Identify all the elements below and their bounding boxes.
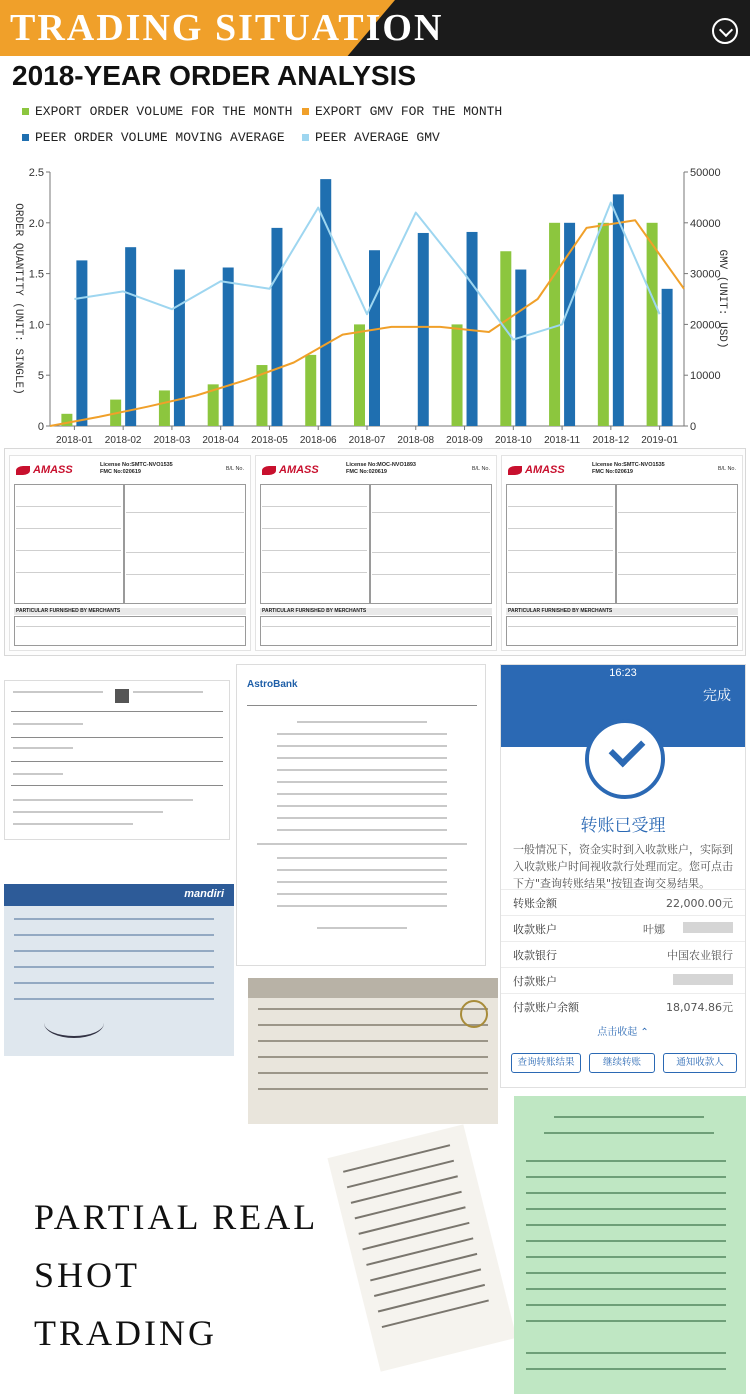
y-left-tick-label: 0	[37, 421, 44, 433]
x-tick-label: 2018-02	[104, 435, 142, 446]
detail-row: 付款账户余额 18,074.86元	[501, 993, 745, 1017]
particulars-band: PARTICULAR FURNISHED BY MERCHANTS	[260, 608, 492, 615]
page-title: TRADING SITUATION	[10, 7, 444, 49]
bill-of-lading-strip	[4, 448, 746, 656]
legend-label: EXPORT ORDER VOLUME FOR THE MONTH	[35, 104, 293, 119]
bank-transfer-phone-screenshot	[500, 664, 746, 1088]
bl-number: B/L No.	[225, 466, 244, 472]
bar	[76, 260, 87, 426]
y-right-tick-label: 10000	[690, 370, 721, 383]
bl-number: B/L No.	[471, 466, 490, 472]
bar	[647, 223, 658, 426]
done-button[interactable]: 完成	[703, 687, 731, 703]
chevron-down-icon[interactable]	[712, 18, 738, 44]
shipper-box	[506, 484, 616, 604]
amass-logo: AMASS	[262, 464, 319, 476]
detail-row: 转账金额 22,000.00元	[501, 889, 745, 913]
y-right-tick-label: 30000	[690, 268, 721, 281]
x-tick-label: 2018-04	[202, 435, 240, 446]
check-icon	[585, 719, 665, 799]
debit-confirmation-photo	[514, 1096, 746, 1394]
bill-of-lading-doc	[501, 455, 743, 651]
header-banner	[0, 0, 750, 56]
legend-swatch	[302, 108, 309, 115]
x-tick-label: 2018-07	[348, 435, 386, 446]
bottom-title-line: TRADING	[34, 1313, 217, 1353]
legend-swatch	[22, 108, 29, 115]
legend-item	[22, 104, 292, 119]
agent-box	[124, 484, 246, 604]
transfer-accepted-title: 转账已受理	[580, 816, 666, 836]
x-tick-label: 2018-09	[446, 435, 483, 446]
bar	[662, 289, 673, 426]
bill-of-lading-doc	[255, 455, 497, 651]
amass-logo: AMASS	[508, 464, 565, 476]
legend-label: PEER AVERAGE GMV	[315, 130, 440, 145]
y-right-tick-label: 50000	[690, 167, 721, 179]
detail-row: 收款账户 叶娜	[501, 915, 745, 939]
legend-item	[22, 130, 285, 145]
phone-time: 16:23	[609, 667, 637, 679]
x-tick-label: 2018-11	[544, 435, 581, 446]
bar	[354, 324, 365, 426]
particulars-table	[260, 616, 492, 646]
y-left-tick-label: 5	[37, 370, 44, 383]
agent-box	[616, 484, 738, 604]
bottom-title-line: SHOT	[34, 1255, 141, 1295]
bl-number: B/L No.	[717, 466, 736, 472]
collapse-link[interactable]: 点击收起 ⌃	[597, 1027, 649, 1038]
particulars-table	[14, 616, 246, 646]
section-subtitle: 2018-YEAR ORDER ANALYSIS	[12, 60, 417, 91]
bar	[452, 324, 463, 426]
continue-transfer-button[interactable]: 继续转账	[589, 1053, 655, 1073]
license-number: License No:SMTC-NVO1535 FMC No:020619	[592, 462, 665, 475]
order-analysis-chart	[0, 150, 750, 448]
x-tick-label: 2018-03	[153, 435, 191, 446]
bar	[500, 251, 511, 426]
bar	[418, 233, 429, 426]
mandiri-logo: mandiri	[184, 888, 224, 900]
shipper-box	[260, 484, 370, 604]
notify-payee-button[interactable]: 通知收款人	[663, 1053, 737, 1073]
y-right-tick-label: 20000	[690, 319, 721, 332]
query-result-button[interactable]: 查询转账结果	[511, 1053, 581, 1073]
y-left-tick-label: 1.0	[28, 319, 44, 332]
bar	[125, 247, 136, 426]
legend-swatch	[22, 134, 29, 141]
bar	[305, 355, 316, 426]
bar	[159, 390, 170, 426]
detail-row: 收款银行 中国农业银行	[501, 941, 745, 965]
legend-item	[302, 104, 502, 119]
mandiri-slip-photo	[4, 884, 234, 1056]
y-left-tick-label: 2.0	[28, 217, 44, 230]
legend-label: EXPORT GMV FOR THE MONTH	[315, 104, 503, 119]
signature	[44, 1008, 104, 1038]
shipper-box	[14, 484, 124, 604]
bar	[598, 223, 609, 426]
bar	[549, 223, 560, 426]
amass-logo: AMASS	[16, 464, 73, 476]
particulars-band: PARTICULAR FURNISHED BY MERCHANTS	[506, 608, 738, 615]
x-tick-label: 2018-12	[592, 435, 630, 446]
x-tick-label: 2018-05	[251, 435, 288, 446]
agent-box	[370, 484, 492, 604]
series-line	[50, 220, 684, 426]
bar	[271, 228, 282, 426]
x-tick-label: 2018-01	[56, 435, 93, 446]
astrobank-logo: AstroBank	[247, 679, 298, 690]
x-tick-label: 2019-01	[641, 435, 678, 446]
y-right-axis-label: GMV (UNIT: USD)	[716, 249, 728, 349]
license-number: License No:MOC-NVO1893 FMC No:020619	[346, 462, 416, 475]
detail-row: 付款账户	[501, 967, 745, 991]
western-union-receipt-photo	[327, 1124, 516, 1371]
particulars-band: PARTICULAR FURNISHED BY MERCHANTS	[14, 608, 246, 615]
x-tick-label: 2018-10	[494, 435, 532, 446]
y-left-tick-label: 1.5	[28, 268, 44, 281]
bar	[515, 270, 526, 426]
astrobank-document-photo	[236, 664, 486, 966]
bottom-title-line: PARTIAL REAL	[34, 1197, 319, 1237]
x-tick-label: 2018-08	[397, 435, 435, 446]
particulars-table	[506, 616, 738, 646]
license-number: License No:SMTC-NVO1535 FMC No:020619	[100, 462, 173, 475]
y-right-tick-label: 40000	[690, 217, 721, 230]
bar	[174, 270, 185, 426]
legend-item	[302, 130, 440, 145]
chart-legend	[0, 100, 750, 150]
bill-of-lading-doc	[9, 455, 251, 651]
y-left-tick-label: 2.5	[28, 167, 44, 179]
legend-swatch	[302, 134, 309, 141]
bar	[223, 268, 234, 426]
bar	[369, 250, 380, 426]
bank-seal	[460, 1000, 488, 1028]
x-tick-label: 2018-06	[299, 435, 337, 446]
legend-label: PEER ORDER VOLUME MOVING AVERAGE	[35, 130, 285, 145]
y-left-axis-label: ORDER QUANTITY (UNIT: SINGLE)	[12, 203, 24, 395]
y-right-tick-label: 0	[690, 421, 697, 433]
transport-bill-photo	[4, 680, 230, 840]
transfer-description: 一般情况下，资金实时到入收款账户，实际到入收款账户时间视收款行处理而定。您可点击下方"查询转账结果"按钮查询交易结果。	[513, 843, 733, 890]
remittance-receipt-photo	[248, 978, 498, 1124]
